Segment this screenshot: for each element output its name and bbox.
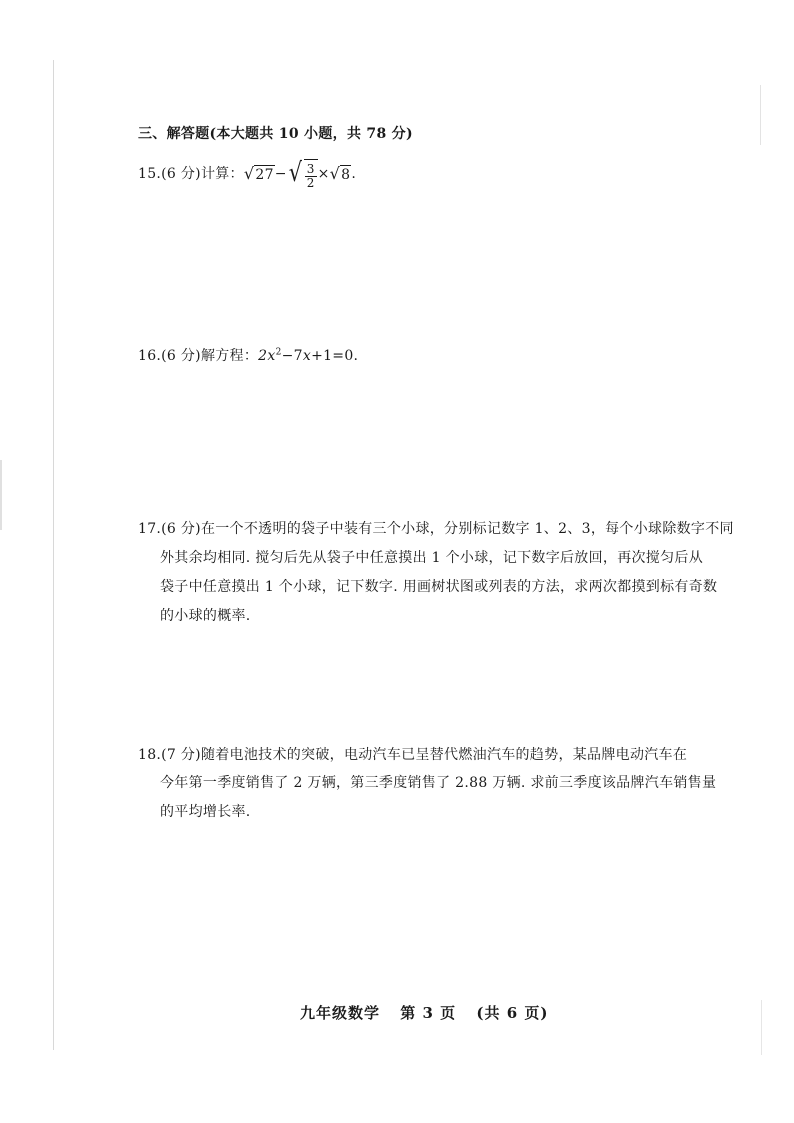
question-16-prefix: 16.(6 分)解方程： — [138, 348, 259, 364]
section-title: 三、解答题(本大题共 10 小题，共 78 分) — [138, 126, 413, 142]
times-sign: × — [317, 166, 330, 182]
sqrt-8 — [330, 164, 352, 184]
question-18-line-3: 的平均增长率. — [160, 804, 251, 820]
scan-edge-mark — [0, 460, 2, 530]
radicand — [304, 159, 318, 190]
sqrt-27 — [244, 164, 275, 184]
fraction — [305, 163, 317, 190]
footer-page-number: 第 3 页 — [400, 1004, 457, 1022]
question-17-line-2: 外其余均相同. 搅匀后先从袋子中任意摸出 1 个小球，记下数字后放回，再次搅匀后从 — [160, 550, 704, 566]
radical-sign: √ — [243, 164, 255, 183]
radicand: 27 — [255, 167, 274, 183]
radicand: 8 — [341, 167, 351, 183]
radical-sign: √ — [329, 164, 341, 183]
question-17-line-4: 的小球的概率. — [160, 608, 251, 624]
scan-edge-line — [760, 85, 761, 145]
question-15 — [138, 158, 356, 190]
footer-subject: 九年级数学 — [300, 1004, 381, 1022]
question-16 — [138, 346, 358, 366]
question-18-line-1: 18.(7 分)随着电池技术的突破，电动汽车已呈替代燃油汽车的趋势，某品牌电动汽车在 — [138, 747, 688, 763]
equation-exponent: 2 — [275, 347, 282, 358]
equation-variable: x — [267, 348, 276, 364]
scan-edge-line — [761, 1000, 762, 1055]
scan-edge-line — [53, 60, 54, 1050]
sqrt-fraction — [287, 158, 318, 190]
question-15-prefix: 15.(6 分)计算： — [138, 166, 244, 182]
equation-end: +1=0. — [311, 348, 359, 364]
minus-sign: − — [274, 166, 287, 182]
question-18-line-2: 今年第一季度销售了 2 万辆，第三季度销售了 2.88 万辆. 求前三季度该品牌汽车销售量 — [160, 775, 717, 791]
footer-total-pages: (共 6 页) — [476, 1004, 549, 1022]
fraction-numerator: 3 — [306, 162, 315, 176]
page-footer — [300, 1003, 562, 1023]
question-17-line-1: 17.(6 分)在一个不透明的袋子中装有三个小球，分别标记数字 1、2、3，每个小球除数字不同 — [138, 521, 734, 537]
equation-term: −7 — [281, 348, 303, 364]
period: . — [351, 166, 357, 182]
equation-coefficient: 2 — [258, 348, 268, 364]
fraction-denominator: 2 — [306, 176, 315, 190]
radical-sign: √ — [288, 158, 302, 188]
equation-variable: x — [302, 348, 312, 364]
question-17-line-3: 袋子中任意摸出 1 个小球，记下数字. 用画树状图或列表的方法，求两次都摸到标有奇数 — [160, 579, 718, 595]
